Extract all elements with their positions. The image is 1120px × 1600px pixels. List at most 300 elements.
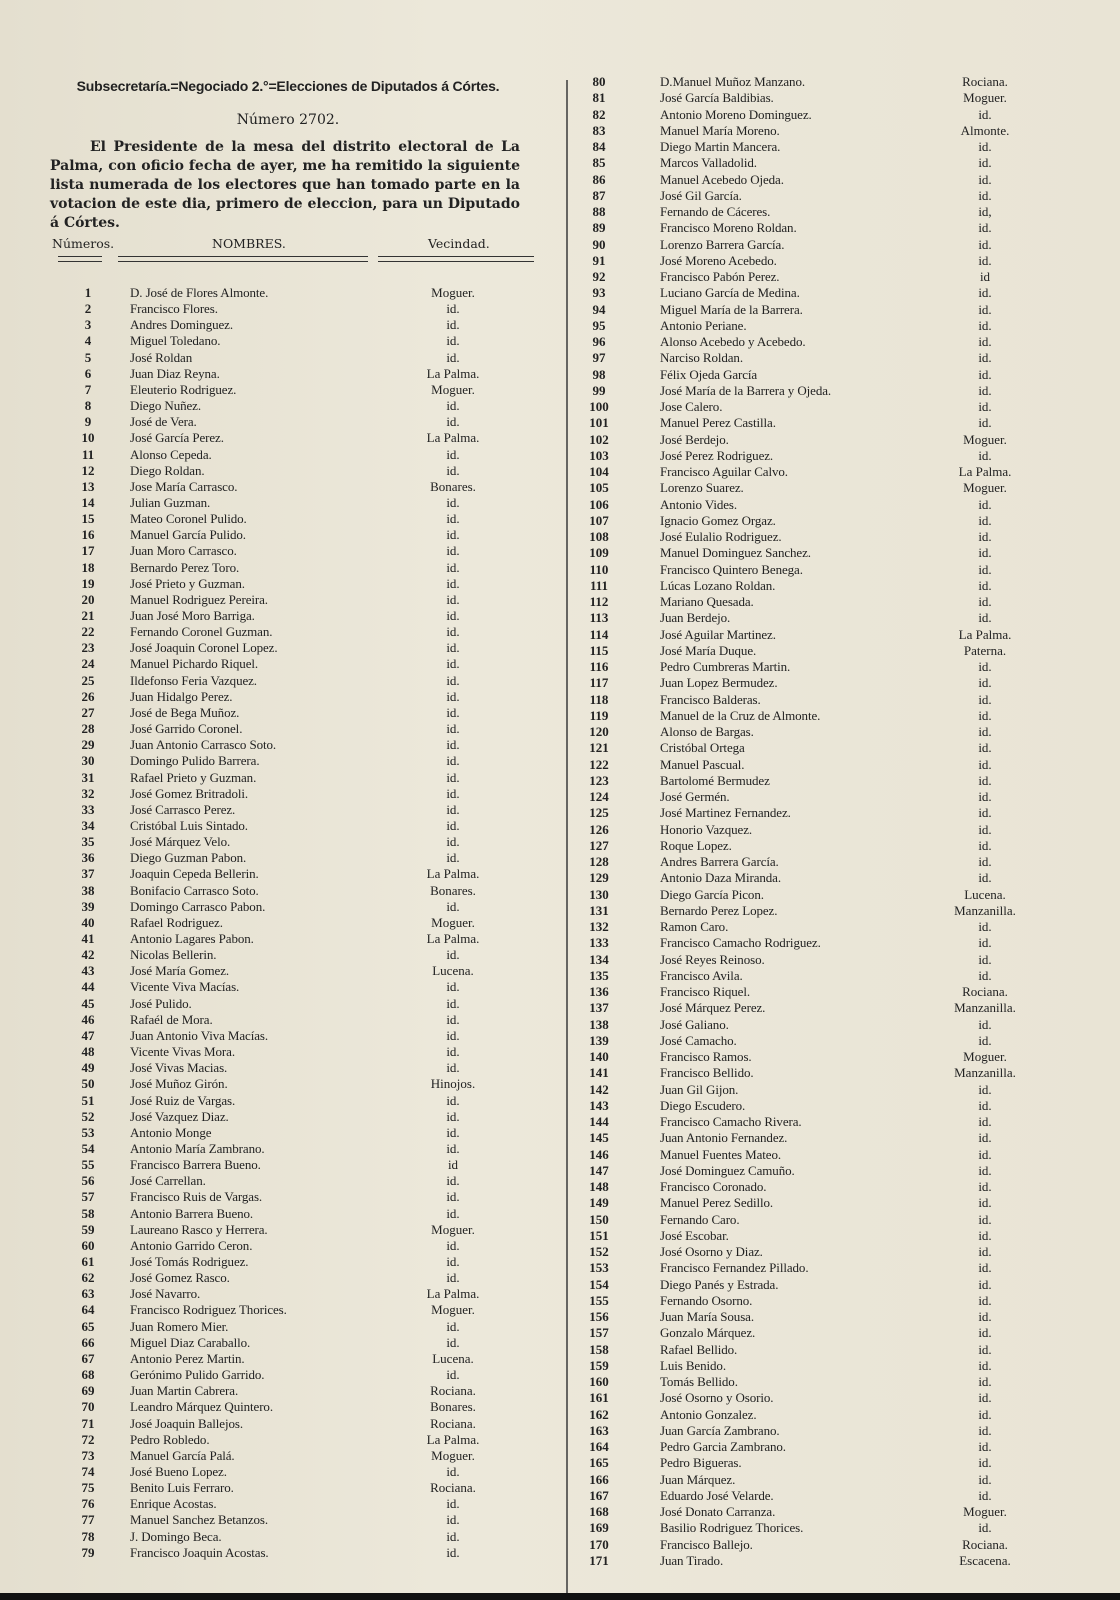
elector-row: [580, 1504, 1100, 1520]
elector-number: 63: [81, 1286, 95, 1302]
elector-name: José Carrasco Perez.: [130, 801, 236, 817]
elector-row: [50, 1157, 550, 1173]
elector-residence: Rociana.: [430, 1383, 476, 1399]
elector-name: Enrique Acostas.: [130, 1496, 217, 1512]
elector-name: Marcos Valladolid.: [660, 155, 757, 171]
elector-row: [580, 1488, 1100, 1504]
elector-residence: Bonares.: [430, 1399, 476, 1415]
elector-number: 57: [81, 1189, 95, 1205]
elector-number: 69: [81, 1383, 95, 1399]
elector-residence: id.: [978, 1455, 992, 1471]
elector-number: 156: [589, 1309, 609, 1324]
elector-number: 15: [81, 511, 95, 527]
elector-row: [580, 675, 1100, 691]
elector-name: Narciso Roldan.: [660, 350, 743, 366]
elector-name: Andres Barrera García.: [660, 854, 779, 869]
elector-residence: id.: [446, 494, 460, 510]
elector-name: José Vivas Macias.: [130, 1060, 228, 1076]
elector-name: Manuel García Pulido.: [130, 527, 246, 543]
elector-number: 113: [589, 610, 609, 626]
elector-number: 86: [592, 171, 606, 187]
elector-name: José Prieto y Guzman.: [130, 575, 245, 591]
elector-row: [580, 1374, 1100, 1390]
elector-residence: id.: [978, 1211, 992, 1227]
elector-residence: id.: [446, 1140, 460, 1156]
elector-number: 169: [589, 1520, 609, 1536]
elector-row: [580, 984, 1100, 1000]
elector-row: [50, 1399, 550, 1415]
elector-row: [50, 1238, 550, 1254]
elector-residence: id.: [978, 772, 992, 788]
elector-name: Lúcas Lozano Roldan.: [660, 577, 776, 593]
elector-name: José Reyes Reinoso.: [660, 951, 765, 967]
elector-name: Laureano Rasco y Herrera.: [130, 1221, 268, 1237]
elector-number: 4: [84, 333, 92, 349]
elector-residence: Moguer.: [431, 1221, 475, 1237]
elector-name: Diego Roldan.: [130, 462, 205, 478]
elector-row: [580, 1293, 1100, 1309]
elector-residence: Lucena.: [964, 886, 1006, 902]
elector-row: [580, 1130, 1100, 1146]
elector-name: José Márquez Velo.: [130, 834, 231, 850]
elector-residence: id.: [446, 785, 460, 801]
elector-row: [580, 1000, 1100, 1016]
elector-number: 159: [589, 1357, 609, 1373]
elector-name: José de Vera.: [130, 414, 197, 430]
elector-row: [580, 968, 1100, 984]
elector-residence: Moguer.: [431, 1447, 475, 1463]
elector-row: [50, 1076, 550, 1092]
elector-row: [580, 1212, 1100, 1228]
elector-number: 9: [84, 414, 92, 430]
elector-number: 93: [592, 285, 606, 301]
elector-number: 39: [81, 898, 95, 914]
elector-number: 112: [589, 594, 609, 609]
elector-residence: id.: [978, 187, 992, 203]
elector-residence: Manzanilla.: [954, 1000, 1016, 1016]
elector-row: [50, 1416, 550, 1432]
elector-name: Juan Tirado.: [660, 1552, 724, 1568]
elector-residence: id.: [978, 1487, 992, 1503]
elector-number: 73: [81, 1447, 95, 1463]
elector-row: [580, 952, 1100, 968]
elector-residence: id.: [978, 529, 992, 544]
section-heading: Subsecretaría.=Negociado 2.°=Elecciones de Diputados á Córtes.: [76, 78, 500, 94]
elector-name: Pedro Cumbreras Martin.: [660, 659, 791, 674]
elector-residence: La Palma.: [426, 1286, 480, 1302]
elector-row: [50, 543, 550, 559]
elector-number: 47: [81, 1027, 95, 1043]
elector-residence: id.: [446, 349, 460, 365]
elector-name: José Dominguez Camuño.: [660, 1162, 795, 1178]
elector-number: 24: [81, 656, 95, 672]
elector-number: 157: [589, 1325, 609, 1341]
elector-number: 1: [84, 285, 92, 300]
elector-number: 103: [589, 447, 609, 463]
elector-residence: id.: [978, 155, 992, 171]
elector-name: José Carrellan.: [130, 1173, 206, 1189]
elector-residence: Rociana.: [430, 1480, 476, 1496]
elector-name: Ramon Caro.: [660, 919, 729, 934]
elector-residence: id.: [446, 737, 460, 753]
elector-residence: id.: [978, 1309, 992, 1324]
elector-row: [580, 90, 1100, 106]
elector-number: 110: [589, 561, 609, 577]
elector-name: José Joaquin Ballejos.: [130, 1415, 243, 1431]
elector-residence: id.: [978, 350, 992, 366]
elector-row: [580, 302, 1100, 318]
elector-number: 144: [589, 1114, 609, 1129]
elector-residence: id.: [978, 1162, 992, 1178]
elector-name: Lorenzo Suarez.: [660, 480, 744, 496]
elector-number: 44: [81, 979, 95, 995]
elector-row: [50, 1512, 550, 1528]
elector-row: [580, 513, 1100, 529]
elector-residence: id.: [446, 1512, 460, 1528]
elector-number: 152: [589, 1244, 609, 1259]
elector-row: [580, 708, 1100, 724]
elector-number: 166: [589, 1471, 609, 1487]
elector-row: [50, 624, 550, 640]
elector-number: 23: [81, 640, 95, 656]
elector-name: José Osorno y Osorio.: [660, 1390, 774, 1406]
elector-name: José Aguilar Martinez.: [660, 626, 776, 642]
elector-name: Roque Lopez.: [660, 837, 732, 853]
elector-number: 19: [81, 575, 95, 591]
elector-residence: id.: [446, 1528, 460, 1544]
elector-number: 74: [81, 1463, 95, 1479]
elector-row: [50, 883, 550, 899]
elector-number: 143: [589, 1097, 609, 1113]
elector-row: [50, 576, 550, 592]
elector-row: [580, 497, 1100, 513]
elector-residence: id,: [978, 204, 992, 219]
elector-row: [580, 1033, 1100, 1049]
elector-name: José de Bega Muñoz.: [130, 704, 240, 720]
elector-row: [580, 1114, 1100, 1130]
elector-row: [50, 818, 550, 834]
elector-name: Juan María Sousa.: [660, 1309, 754, 1324]
elector-row: [50, 301, 550, 317]
elector-row: [50, 350, 550, 366]
elector-residence: La Palma.: [426, 365, 480, 381]
elector-row: [50, 899, 550, 915]
elector-name: Antonio María Zambrano.: [130, 1140, 265, 1156]
elector-residence: id.: [978, 496, 992, 512]
elector-name: Juan Gil Gijon.: [660, 1081, 739, 1097]
elector-name: Cristóbal Ortega: [660, 740, 745, 756]
elector-name: Antonio Barrera Bueno.: [130, 1205, 254, 1221]
elector-name: Andres Dominguez.: [130, 317, 233, 333]
intro-paragraph: El Presidente de la mesa del distrito electoral de La Palma, con oficio fecha de ayer, me ha remitido la siguiente lista numerada de los electores que han tomado parte en la votacion de este dia, primero de eleccion, para un Diputado á Córtes.: [50, 139, 520, 231]
elector-row: [50, 333, 550, 349]
elector-row: [580, 107, 1100, 123]
elector-row: [50, 850, 550, 866]
elector-number: 34: [81, 817, 95, 833]
elector-residence: id.: [978, 1227, 992, 1243]
elector-residence: id.: [978, 447, 992, 463]
elector-number: 120: [589, 724, 609, 739]
elector-residence: id.: [446, 1108, 460, 1124]
elector-residence: Moguer.: [431, 381, 475, 397]
elector-row: [580, 269, 1100, 285]
elector-row: [50, 673, 550, 689]
elector-name: Juan Antonio Fernandez.: [660, 1130, 788, 1146]
elector-name: Juan García Zambrano.: [660, 1422, 780, 1438]
elector-residence: id.: [978, 821, 992, 837]
elector-name: Manuel María Moreno.: [660, 122, 780, 138]
elector-row: [580, 643, 1100, 659]
elector-number: 32: [81, 785, 95, 801]
elector-name: José García Baldibias.: [660, 90, 774, 106]
elector-name: Basilio Rodriguez Thorices.: [660, 1520, 804, 1536]
elector-number: 127: [589, 837, 609, 853]
elector-name: Luis Benido.: [660, 1357, 726, 1373]
elector-number: 17: [81, 543, 95, 559]
elector-name: José Donato Carranza.: [660, 1504, 776, 1519]
elector-number: 61: [81, 1254, 95, 1269]
elector-number: 7: [84, 381, 92, 397]
elector-residence: id.: [978, 935, 992, 951]
elector-number: 118: [589, 691, 609, 707]
elector-name: Lorenzo Barrera García.: [660, 236, 785, 252]
elector-name: José Galiano.: [660, 1016, 729, 1032]
elector-residence: Moguer.: [963, 1049, 1007, 1064]
elector-number: 136: [589, 984, 609, 999]
elector-row: [580, 594, 1100, 610]
elector-row: [50, 592, 550, 608]
elector-row: [580, 448, 1100, 464]
elector-number: 10: [81, 430, 95, 446]
elector-name: Juan Romero Mier.: [130, 1318, 229, 1334]
elector-number: 56: [81, 1173, 95, 1189]
elector-residence: id.: [978, 594, 992, 609]
elector-residence: id.: [446, 608, 460, 623]
elector-residence: id.: [978, 1341, 992, 1357]
elector-name: Manuel Perez Castilla.: [660, 415, 776, 431]
elector-name: José María de la Barrera y Ojeda.: [660, 382, 832, 398]
elector-number: 52: [81, 1108, 95, 1124]
elector-name: Rafael Prieto y Guzman.: [130, 769, 257, 785]
elector-name: Juan Antonio Carrasco Soto.: [130, 737, 277, 753]
elector-row: [580, 757, 1100, 773]
elector-row: [580, 854, 1100, 870]
elector-residence: id.: [978, 675, 992, 691]
elector-name: José Garrido Coronel.: [130, 721, 243, 737]
elector-name: Gerónimo Pulido Garrido.: [130, 1367, 265, 1383]
elector-residence: id.: [978, 285, 992, 301]
elector-number: 40: [81, 914, 95, 930]
elector-name: Francisco Balderas.: [660, 691, 761, 707]
elector-row: [50, 560, 550, 576]
elector-name: Rafael Rodriguez.: [130, 914, 223, 930]
elector-row: [50, 1432, 550, 1448]
elector-row: [580, 188, 1100, 204]
elector-row: [50, 1125, 550, 1141]
elector-residence: id.: [446, 575, 460, 591]
elector-number: 170: [589, 1536, 609, 1552]
elector-residence: id.: [978, 1032, 992, 1048]
elector-residence: id.: [978, 106, 992, 122]
elector-residence: id.: [978, 366, 992, 382]
elector-name: Honorio Vazquez.: [660, 821, 753, 837]
elector-row: [580, 399, 1100, 415]
elector-name: José Gomez Rasco.: [130, 1270, 230, 1286]
elector-number: 84: [592, 139, 606, 154]
elector-name: Antonio Vides.: [660, 496, 738, 512]
elector-number: 146: [589, 1146, 609, 1162]
elector-number: 16: [81, 527, 95, 543]
elector-residence: id.: [978, 740, 992, 756]
elector-row: [50, 947, 550, 963]
elector-name: Rafaél de Mora.: [130, 1011, 213, 1027]
elector-row: [580, 1228, 1100, 1244]
elector-residence: id.: [978, 1276, 992, 1292]
elector-residence: id.: [978, 139, 992, 154]
elector-number: 2: [84, 301, 92, 317]
elector-row: [580, 1147, 1100, 1163]
elector-row: [580, 123, 1100, 139]
elector-residence: id.: [446, 1318, 460, 1334]
elector-residence: La Palma.: [426, 430, 480, 446]
elector-residence: id.: [446, 995, 460, 1011]
elector-number: 130: [589, 886, 609, 902]
elector-row: [50, 1044, 550, 1060]
elector-residence: id.: [978, 1406, 992, 1422]
elector-name: Julian Guzman.: [130, 494, 211, 510]
elector-row: [50, 770, 550, 786]
elector-name: Bartolomé Bermudez: [660, 772, 770, 788]
elector-row: [580, 1179, 1100, 1195]
elector-name: D. José de Flores Almonte.: [130, 285, 269, 300]
elector-row: [580, 1439, 1100, 1455]
elector-residence: id.: [978, 854, 992, 869]
elector-name: Francisco Camacho Rodriguez.: [660, 935, 821, 951]
elector-number: 46: [81, 1011, 95, 1027]
elector-row: [580, 1082, 1100, 1098]
elector-number: 50: [81, 1076, 95, 1092]
elector-name: Juan Berdejo.: [660, 610, 731, 626]
elector-row: [50, 1028, 550, 1044]
elector-row: [50, 414, 550, 430]
elector-row: [580, 935, 1100, 951]
elector-residence: id.: [446, 462, 460, 478]
elector-name: José Márquez Perez.: [660, 1000, 766, 1016]
elector-residence: id.: [446, 398, 460, 414]
elector-residence: Moguer.: [431, 285, 475, 300]
elector-residence: id.: [446, 947, 460, 963]
elector-number: 94: [592, 301, 606, 317]
elector-row: [50, 495, 550, 511]
elector-residence: id.: [978, 1130, 992, 1146]
elector-residence: id.: [978, 691, 992, 707]
elector-name: José Eulalio Rodriguez.: [660, 529, 782, 544]
elector-row: [50, 786, 550, 802]
elector-row: [580, 220, 1100, 236]
elector-name: Leandro Márquez Quintero.: [130, 1399, 273, 1415]
elector-number: 58: [81, 1205, 95, 1221]
elector-residence: id.: [978, 399, 992, 414]
elector-row: [580, 237, 1100, 253]
elector-residence: id.: [446, 817, 460, 833]
elector-residence: id.: [978, 1439, 992, 1454]
elector-residence: id.: [978, 1081, 992, 1097]
elector-name: Francisco Bellido.: [660, 1065, 754, 1081]
elector-residence: id.: [446, 898, 460, 914]
elector-residence: id.: [446, 1270, 460, 1286]
elector-residence: id: [447, 1157, 459, 1173]
elector-number: 41: [81, 931, 95, 946]
elector-name: Miguel Toledano.: [130, 333, 221, 349]
elector-number: 82: [592, 106, 606, 122]
elector-name: Francisco Riquel.: [660, 984, 751, 999]
elector-residence: id.: [978, 789, 992, 804]
elector-row: [50, 1141, 550, 1157]
elector-number: 102: [589, 431, 609, 447]
elector-row: [50, 430, 550, 446]
elector-number: 43: [81, 963, 95, 979]
elector-name: Francisco Barrera Bueno.: [130, 1157, 261, 1173]
elector-residence: id.: [446, 1367, 460, 1383]
elector-row: [580, 432, 1100, 448]
elector-row: [50, 366, 550, 382]
elector-number: 131: [589, 902, 609, 918]
elector-row: [50, 1206, 550, 1222]
elector-row: [580, 659, 1100, 675]
elector-row: [580, 1244, 1100, 1260]
elector-residence: id.: [446, 446, 460, 462]
elector-number: 128: [589, 854, 609, 869]
elector-number: 55: [81, 1157, 95, 1173]
elector-number: 95: [592, 317, 606, 333]
elector-name: Francisco Ruis de Vargas.: [130, 1189, 263, 1205]
elector-row: [50, 1335, 550, 1351]
elector-number: 141: [589, 1065, 609, 1081]
elector-number: 66: [81, 1334, 95, 1350]
elector-row: [50, 1383, 550, 1399]
elector-residence: id.: [978, 756, 992, 772]
elector-number: 87: [592, 187, 606, 203]
elector-residence: Paterna.: [963, 642, 1007, 658]
elector-row: [580, 1049, 1100, 1065]
elector-name: Juan Hidalgo Perez.: [130, 688, 233, 704]
elector-number: 97: [592, 350, 606, 366]
elector-name: Diego Martin Mancera.: [660, 139, 781, 154]
elector-residence: Lucena.: [432, 963, 474, 979]
header-rule: [58, 256, 102, 262]
elector-name: Manuel Pascual.: [660, 756, 745, 772]
elector-row: [50, 1545, 550, 1561]
elector-row: [580, 887, 1100, 903]
elector-name: José Camacho.: [660, 1032, 737, 1048]
elector-number: 150: [589, 1211, 609, 1227]
elector-name: D.Manuel Muñoz Manzano.: [660, 74, 805, 89]
elector-name: Bernardo Perez Lopez.: [660, 902, 778, 918]
elector-number: 116: [589, 659, 609, 674]
elector-name: Francisco Quintero Benega.: [660, 561, 803, 577]
elector-residence: id.: [446, 721, 460, 737]
elector-name: Juan José Moro Barriga.: [130, 608, 255, 623]
elector-row: [580, 1260, 1100, 1276]
elector-row: [580, 545, 1100, 561]
elector-number: 101: [589, 415, 609, 431]
elector-row: [580, 822, 1100, 838]
elector-row: [50, 1302, 550, 1318]
elector-row: [580, 870, 1100, 886]
elector-name: Manuel Rodriguez Pereira.: [130, 591, 268, 607]
elector-row: [50, 1222, 550, 1238]
elector-residence: Moguer.: [963, 480, 1007, 496]
